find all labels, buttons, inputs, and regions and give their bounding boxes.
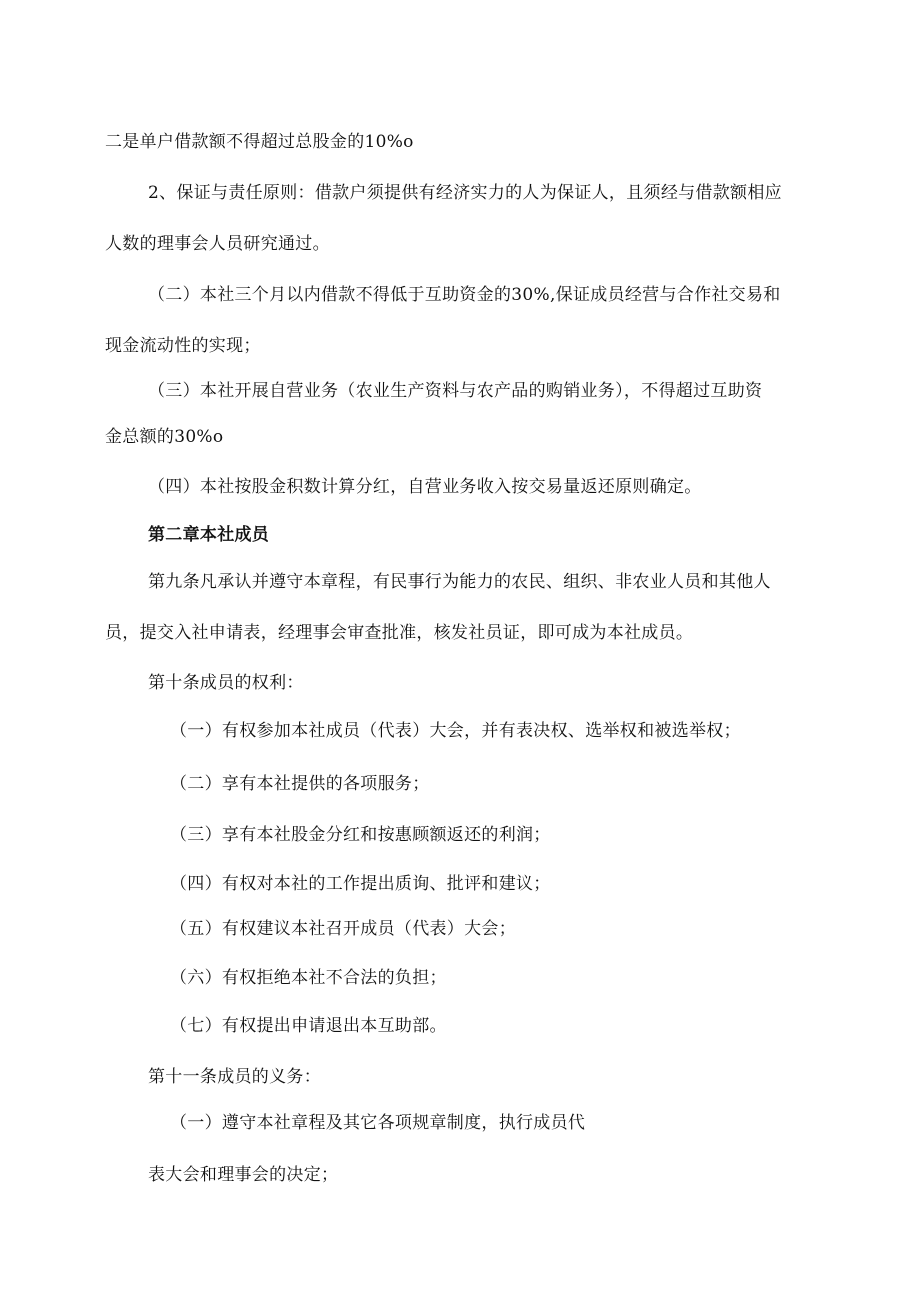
text-line-11: 员，提交入社申请表，经理事会审查批准，核发社员证，即可成为本社成员。	[105, 623, 694, 643]
text-line-1: 二是单户借款额不得超过总股金的10%o	[105, 132, 414, 152]
text-line-16: （四）有权对本社的工作提出质询、批评和建议；	[170, 874, 551, 894]
text-line-14: （二）享有本社提供的各项服务；	[170, 774, 430, 794]
text-line-17: （五）有权建议本社召开成员（代表）大会；	[170, 919, 516, 939]
text-line-15: （三）享有本社股金分红和按惠顾额返还的利润；	[170, 825, 551, 845]
text-line-5: 现金流动性的实现；	[105, 336, 261, 356]
text-line-7: 金总额的30%o	[105, 427, 224, 447]
text-line-22: 表大会和理事会的决定；	[148, 1165, 339, 1185]
text-line-21: （一）遵守本社章程及其它各项规章制度，执行成员代	[170, 1113, 586, 1133]
text-line-13: （一）有权参加本社成员（代表）大会，并有表决权、选举权和被选举权；	[170, 721, 741, 741]
text-line-2: 2、保证与责任原则：借款户须提供有经济实力的人为保证人，且须经与借款额相应	[148, 183, 782, 203]
text-line-3: 人数的理事会人员研究通过。	[105, 234, 330, 254]
text-line-19: （七）有权提出申请退出本互助部。	[170, 1016, 447, 1036]
text-line-4: （二）本社三个月以内借款不得低于互助资金的30%,保证成员经营与合作社交易和	[148, 285, 781, 305]
text-line-20: 第十一条成员的义务：	[148, 1067, 321, 1087]
text-line-12: 第十条成员的权利：	[148, 673, 304, 693]
text-line-10: 第九条凡承认并遵守本章程，有民事行为能力的农民、组织、非农业人员和其他人	[148, 572, 771, 592]
chapter-heading: 第二章本社成员	[148, 525, 270, 545]
text-line-6: （三）本社开展自营业务（农业生产资料与农产品的购销业务），不得超过互助资	[148, 381, 763, 401]
text-line-18: （六）有权拒绝本社不合法的负担；	[170, 968, 447, 988]
text-line-8: （四）本社按股金积数计算分红，自营业务收入按交易量返还原则确定。	[148, 477, 702, 497]
